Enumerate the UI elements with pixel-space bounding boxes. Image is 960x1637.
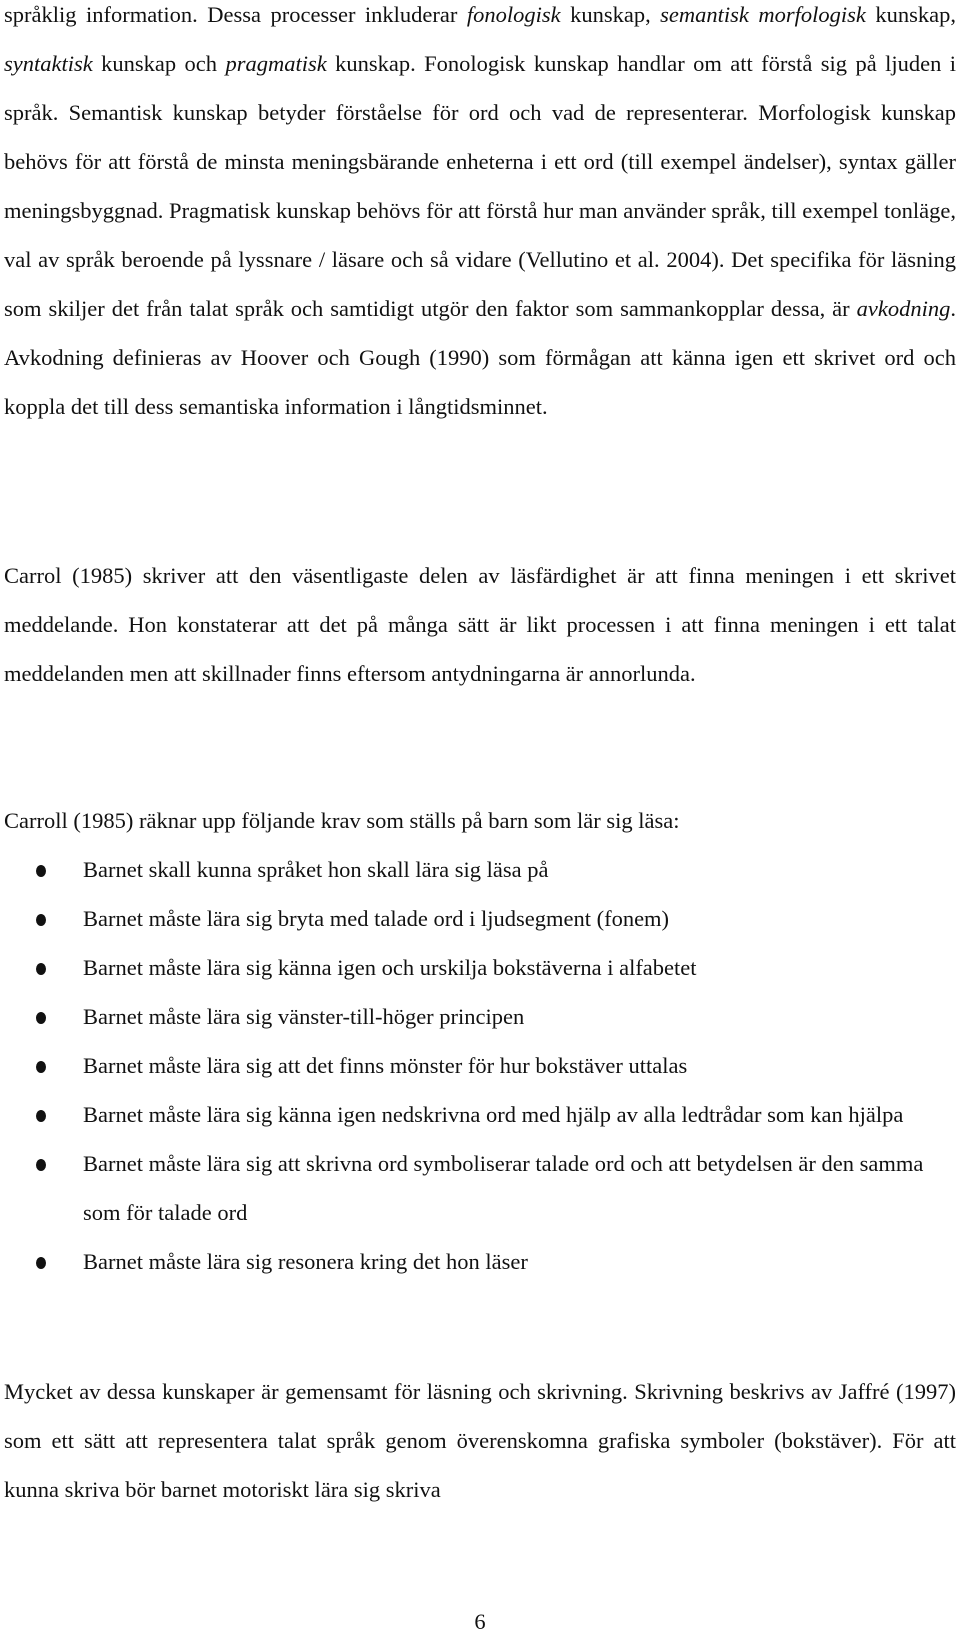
paragraph-carrol-meaning: Carrol (1985) skriver att den väsentligaste delen av läsfärdighet är att finna meningen i ett skrivet meddelande. Hon konstaterar att det på många sätt är likt processen i att finna meningen i ett talat meddelanden men att skillnader finns eftersom antydningarna är annorlunda. (4, 563, 956, 686)
list-item-text: Barnet måste lära sig att skrivna ord symboliserar talade ord och att betydelsen är den samma som för talade ord (83, 1151, 924, 1225)
text-segment (749, 2, 758, 27)
list-item-text: Barnet måste lära sig känna igen och urskilja bokstäverna i alfabetet (83, 955, 697, 980)
list-item-text: Barnet skall kunna språket hon skall lära sig läsa på (83, 857, 549, 882)
italic-term: pragmatisk (225, 51, 327, 76)
italic-term: semantisk (660, 2, 749, 27)
bullet-icon (36, 1110, 46, 1122)
italic-term: syntaktisk (4, 51, 93, 76)
text-segment: . Avkodning definieras av Hoover och Gough (1990) som förmågan att känna igen ett skrivet ord och koppla det till dess semantiska information i långtidsminnet. (4, 296, 956, 419)
list-item-text: Barnet måste lära sig vänster-till-höger principen (83, 1004, 525, 1029)
text-segment: språklig information. Dessa processer inkluderar (4, 2, 467, 27)
list-item-text: Barnet måste lära sig resonera kring det hon läser (83, 1249, 528, 1274)
bullet-icon (36, 1159, 46, 1171)
list-item (0, 1041, 956, 1090)
list-item (0, 1237, 956, 1286)
paragraph-carroll-requirements-intro: Carroll (1985) räknar upp följande krav som ställs på barn som lär sig läsa: (4, 808, 680, 833)
bullet-icon (36, 1257, 46, 1269)
bullet-icon (36, 1012, 46, 1024)
italic-term: avkodning (856, 296, 951, 321)
text-segment: kunskap. Fonologisk kunskap handlar om att förstå sig på ljuden i språk. Semantisk kunskap betyder förståelse för ord och vad de representerar. Morfologisk kunskap behövs för att förstå de minsta meningsbärande enheterna i ett ord (till exempel ändelser), syntax gäller meningsbyggnad. Pragmatisk kunskap behövs för att förstå hur man använder språk, till exempel tonläge, val av språk beroende på lyssnare / läsare och så vidare (Vellutino et al. 2004). Det specifika för läsning som skiljer det från talat språk och samtidigt utgör den faktor som sammankopplar dessa, är (4, 51, 956, 321)
list-item-text: Barnet måste lära sig bryta med talade ord i ljudsegment (fonem) (83, 906, 670, 931)
italic-term: morfologisk (758, 2, 866, 27)
bullet-icon (36, 1061, 46, 1073)
list-item (0, 1090, 956, 1139)
bullet-icon (36, 914, 46, 926)
bullet-icon (36, 963, 46, 975)
list-item (0, 1139, 956, 1237)
bullet-icon (36, 865, 46, 877)
list-item (0, 845, 956, 894)
list-item-text: Barnet måste lära sig att det finns mönster för hur bokstäver uttalas (83, 1053, 688, 1078)
page-number: 6 (474, 1609, 486, 1634)
paragraph-language-knowledge (4, 0, 956, 431)
italic-term: fonologisk (466, 2, 561, 27)
paragraph-writing-knowledge: Mycket av dessa kunskaper är gemensamt för läsning och skrivning. Skrivning beskrivs av Jaffré (1997) som ett sätt att representera talat språk genom överenskomna grafiska symboler (bokstäver). För att kunna skriva bör barnet motoriskt lära sig skriva (4, 1379, 956, 1502)
list-item (0, 992, 956, 1041)
requirements-list (0, 845, 956, 1286)
text-segment: kunskap, (560, 2, 661, 27)
list-item (0, 943, 956, 992)
text-segment: kunskap och (92, 51, 226, 76)
list-item-text: Barnet måste lära sig känna igen nedskrivna ord med hjälp av alla ledtrådar som kan hjälpa (83, 1102, 904, 1127)
text-segment: kunskap, (865, 2, 957, 27)
list-item (0, 894, 956, 943)
